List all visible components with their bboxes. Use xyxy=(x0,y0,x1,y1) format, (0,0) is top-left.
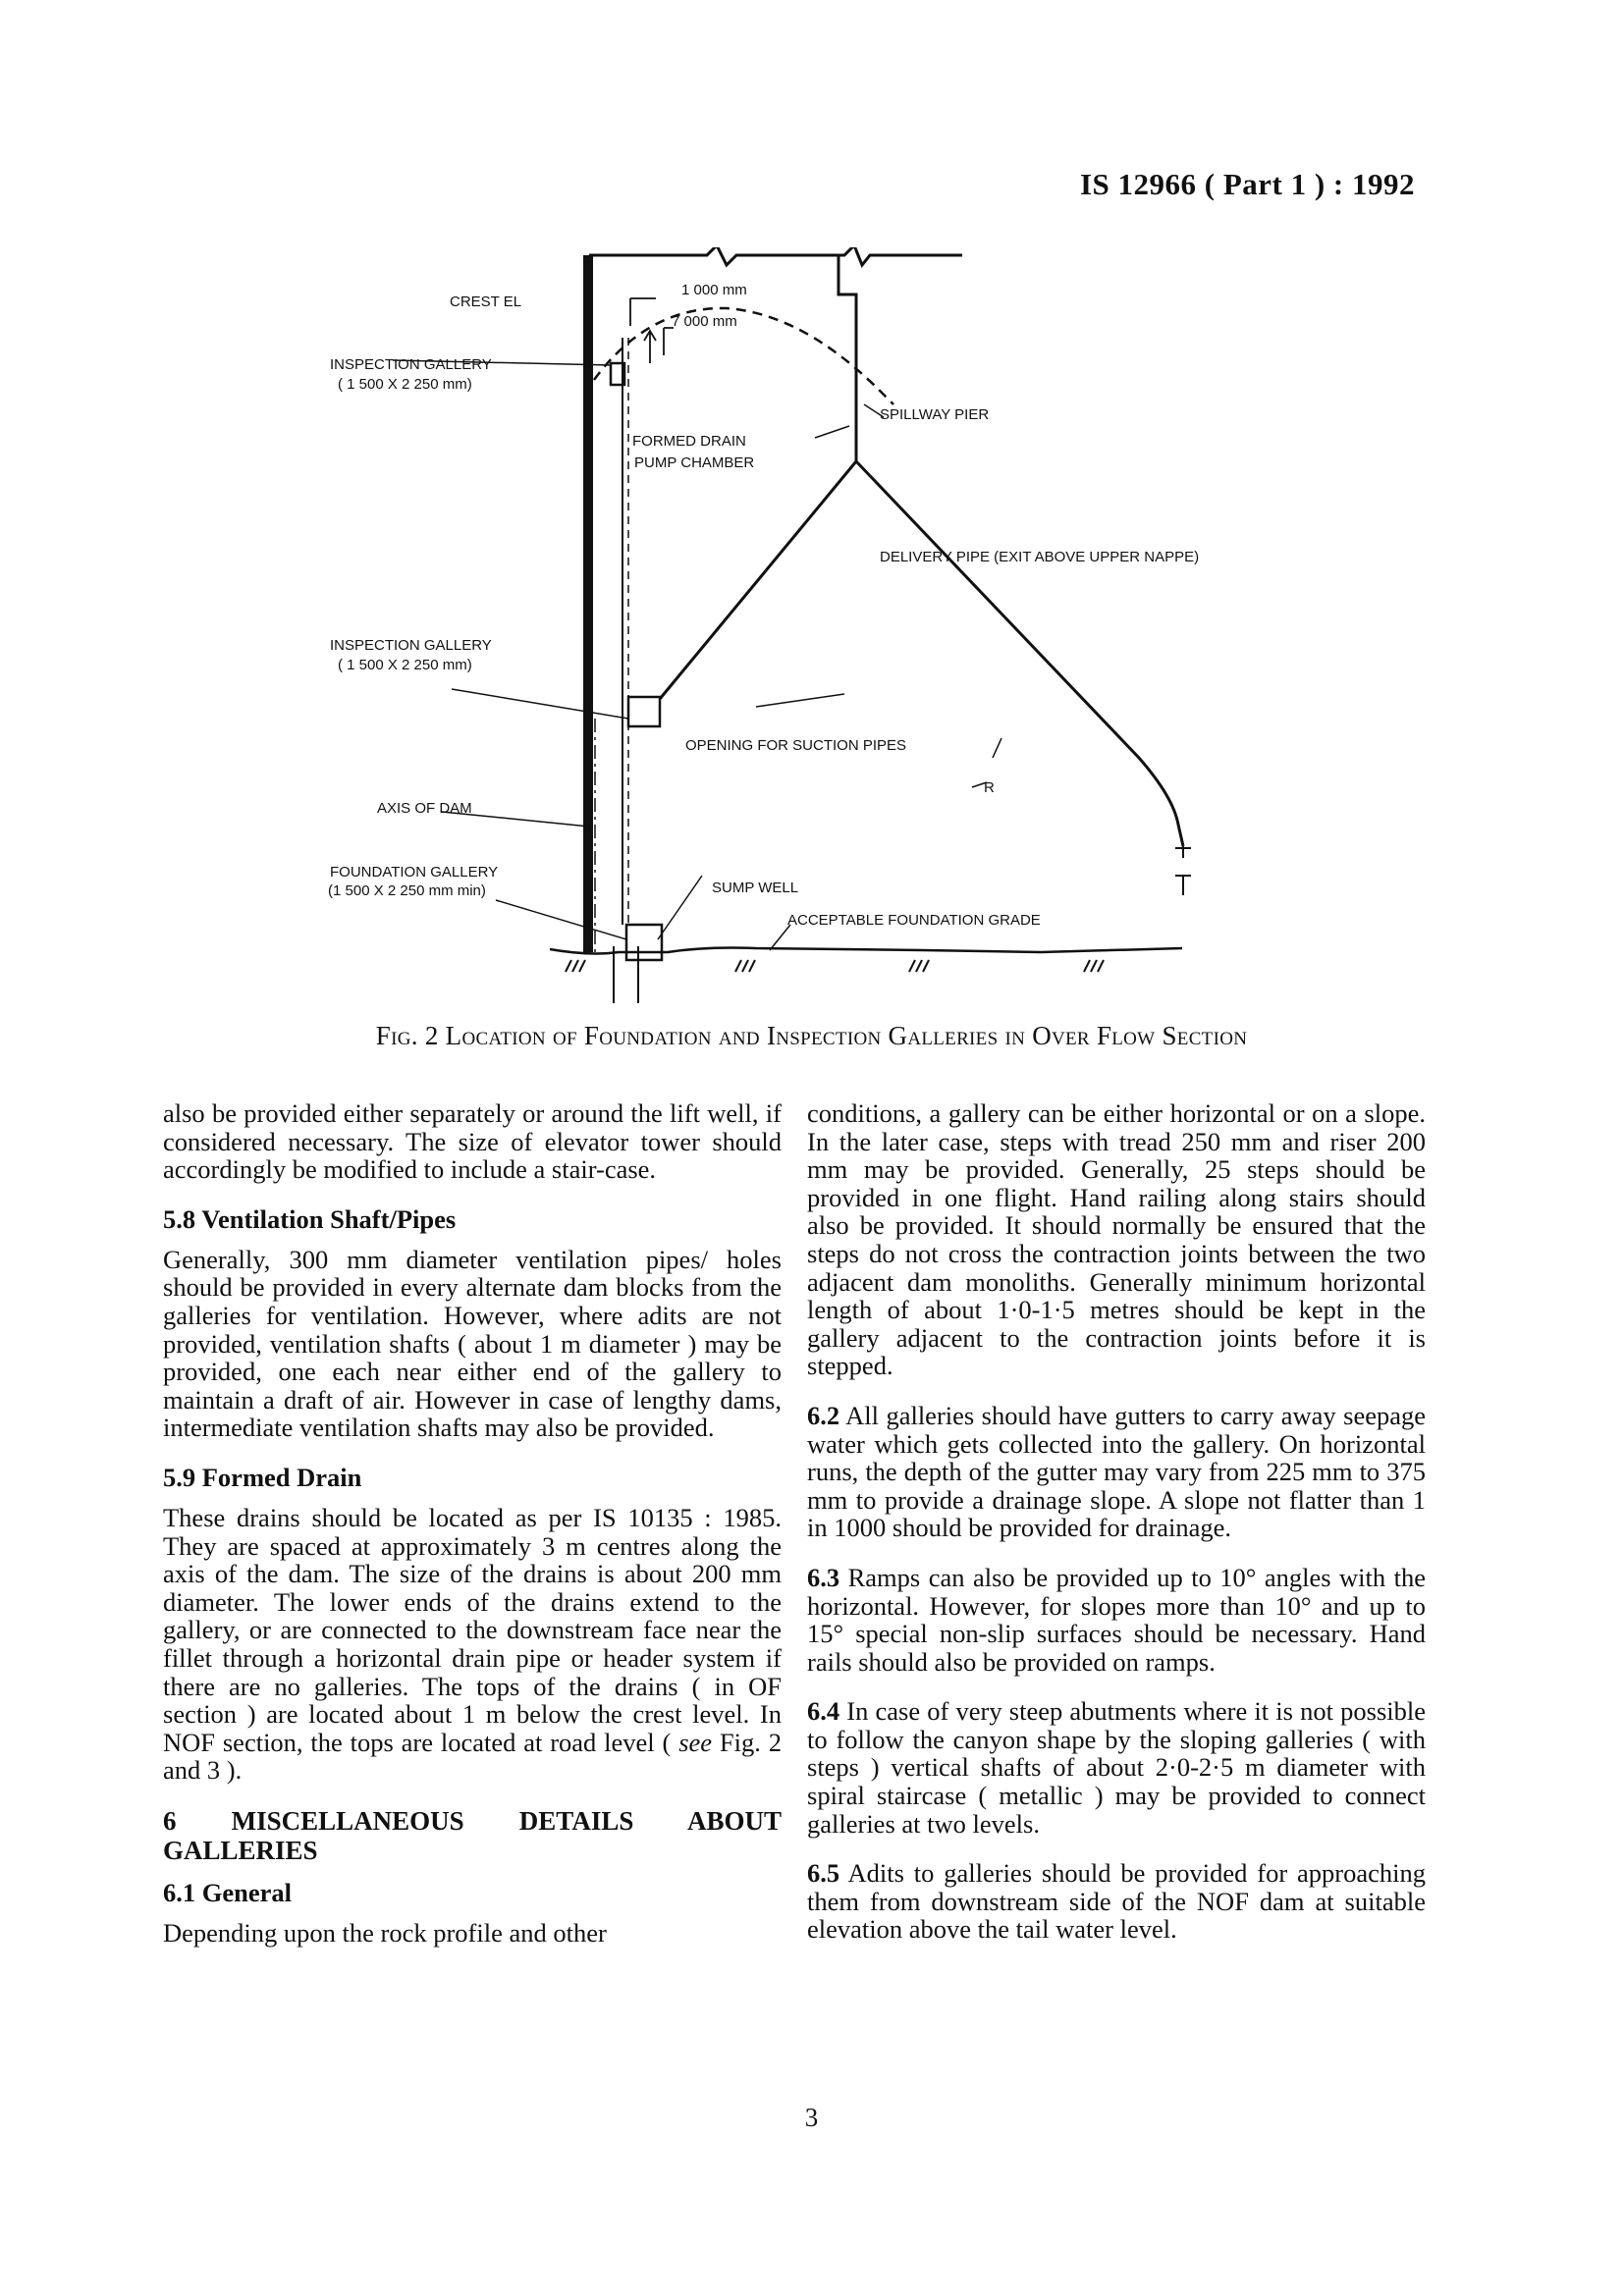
heading-6-1: 6.1 General xyxy=(163,1877,292,1907)
label-sump-well: SUMP WELL xyxy=(712,880,799,896)
label-inspection-gallery-top: INSPECTION GALLERY xyxy=(330,356,492,373)
mid-inspection-gallery xyxy=(628,697,660,726)
paragraph-6-3: 6.3 Ramps can also be provided up to 10° angles with the horizontal. However, for slopes more than 10° and up to 15° special non-slip surfaces should be necessary. Hand rails should also be provided on ramps. xyxy=(807,1562,1427,1677)
foundation-grade-line xyxy=(550,948,1182,954)
downstream-face xyxy=(856,461,1183,846)
heading-5-8: 5.8 Ventilation Shaft/Pipes xyxy=(163,1203,457,1234)
label-inspection-gallery-mid: INSPECTION GALLERY xyxy=(330,637,492,654)
paragraph-5-9: These drains should be located as per IS 10135 : 1985. They are spaced at approximately 3 m centres along the axis of the dam. The size of the drains is about 200 mm diameter. The lower ends of the drains extend to the gallery, or are connected to the downstream face near the fillet through a horizontal drain pipe or header system if there are no galleries. The tops of the drains ( in OF section ) are located about 1 m below the crest level. In NOF section, the tops are located at road level ( see Fig. 2 and 3 ). xyxy=(163,1502,782,1786)
label-foundation-gallery: FOUNDATION GALLERY xyxy=(330,864,499,881)
label-dim-7000: 7 000 mm xyxy=(672,313,737,330)
paragraph-continuation: also be provided either separately or around the lift well, if considered necessary. The size of elevator tower should accordingly be modified to include a stair-case. xyxy=(163,1098,782,1185)
heading-6: 6 MISCELLANEOUS DETAILS ABOUT GALLERIES xyxy=(163,1805,782,1865)
figure-caption: Fig. 2 Location of Foundation and Inspection Galleries in Over Flow Section xyxy=(375,1021,1248,1050)
paragraph-6-5: 6.5 Adits to galleries should be provided for approaching them from downstream side of the NOF dam at suitable elevation above the tail water level. xyxy=(807,1858,1426,1945)
heading-5-9: 5.9 Formed Drain xyxy=(163,1462,362,1492)
right-column xyxy=(807,1099,1426,1965)
label-dim-1000: 1 000 mm xyxy=(681,282,747,298)
paragraph-6-1-continued: conditions, a gallery can be either horizontal or on a slope. In the later case, steps with tread 250 mm and riser 200 mm may be provided. Generally, 25 steps should be provided in one flight. Hand railing along stairs should also be provided. It should normally be ensured that the steps do not cross the contraction joints between the two adjacent dam monoliths. Generally minimum horizontal length of about 1·0-1·5 metres should be kept in the gallery adjacent to the contraction joints before it is stepped. xyxy=(807,1098,1426,1381)
paragraph-6-2: 6.2 All galleries should have gutters to carry away seepage water which gets collected into the gallery. On horizontal runs, the depth of the gutter may vary from 225 mm to 375 mm to provide a drainage slope. A slope not flatter than 1 in 1000 should be provided for drainage. xyxy=(807,1400,1426,1543)
paragraph-5-8: Generally, 300 mm diameter ventilation pipes/ holes should be provided in every alternate dam blocks from the galleries for ventilation. However, where adits are not provided, ventilation shafts ( about 1 m diameter ) may be provided, one each near either end of the gallery to maintain a draft of air. However in case of lengthy dams, intermediate ventilation shafts may also be provided. xyxy=(163,1244,782,1443)
paragraph-6-4: 6.4 In case of very steep abutments where it is not possible to follow the canyon shape by the sloping galleries ( with steps ) vertical shafts of about 2·0-2·5 m diameter with spiral staircase ( metallic ) may be provided to connect galleries at two levels. xyxy=(807,1696,1427,1839)
label-crest-el: CREST EL xyxy=(450,294,522,310)
label-opening-suction: OPENING FOR SUCTION PIPES xyxy=(685,737,907,754)
label-formed-drain: FORMED DRAIN xyxy=(632,433,746,450)
crest-top-line xyxy=(589,247,962,265)
label-acceptable-grade: ACCEPTABLE FOUNDATION GRADE xyxy=(787,912,1041,929)
crest-nappe xyxy=(594,308,893,404)
delivery-pipe-line xyxy=(660,461,856,699)
label-axis-of-dam: AXIS OF DAM xyxy=(377,800,472,817)
label-foundation-gallery-size: (1 500 X 2 250 mm min) xyxy=(328,882,486,899)
dam-section-drawing xyxy=(295,247,1276,1003)
label-delivery-pipe: DELIVERY PIPE (EXIT ABOVE UPPER NAPPE) xyxy=(880,549,1200,565)
left-column xyxy=(163,1099,782,1968)
foundation-gallery xyxy=(626,925,662,960)
label-inspection-gallery-mid-size: ( 1 500 X 2 250 mm) xyxy=(338,657,472,673)
document-header: IS 12966 ( Part 1 ) : 1992 xyxy=(1079,167,1415,201)
label-pump-chamber: PUMP CHAMBER xyxy=(634,454,755,471)
paragraph-6-1: Depending upon the rock profile and other xyxy=(163,1917,607,1948)
spillway-pier xyxy=(839,255,856,461)
dam-section-figure xyxy=(295,247,1276,1003)
label-spillway-pier: SPILLWAY PIER xyxy=(880,406,990,423)
label-inspection-gallery-top-size: ( 1 500 X 2 250 mm) xyxy=(338,376,472,393)
page-number: 3 xyxy=(804,2103,819,2132)
label-r-mark: R xyxy=(984,779,995,796)
